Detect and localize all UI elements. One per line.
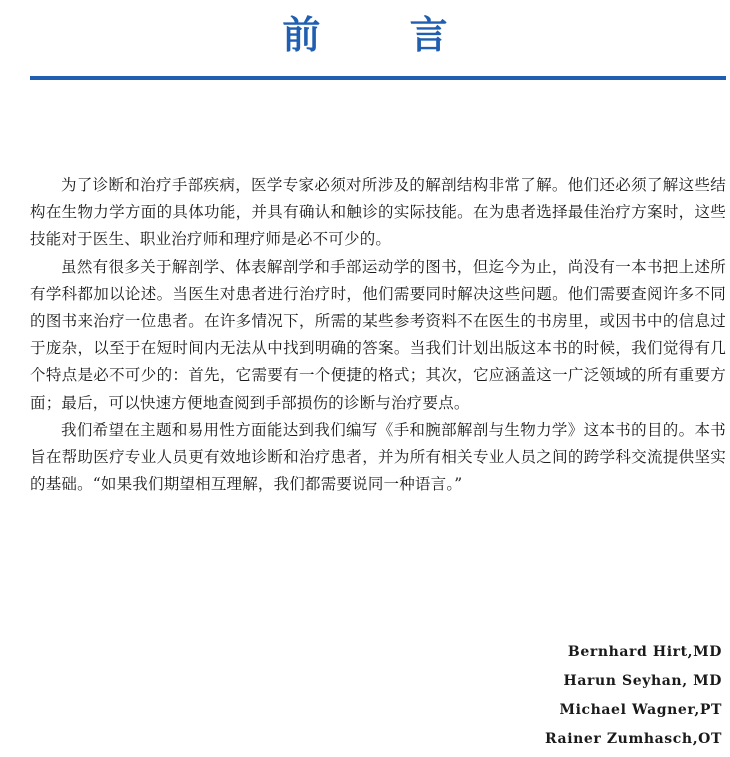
page-title: 前 言 <box>282 13 486 57</box>
signature-author-4: Rainer Zumhasch,OT <box>544 731 722 747</box>
author-signatures <box>545 638 722 754</box>
title-divider <box>30 76 726 80</box>
paragraph-2: 虽然有很多关于解剖学、体表解剖学和手部运动学的图书，但迄今为止，尚没有一本书把上述所有学科都加以论述。当医生对患者进行治疗时，他们需要同时解决这些问题。他们需要查阅许多不同的图书来治疗一位患者。在许多情况下，所需的某些参考资料不在医生的书房里，或因书中的信息过于庞杂，以至于在短时间内无法从中找到明确的答案。当我们计划出版这本书的时候，我们觉得有几个特点是必不可少的：首先，它需要有一个便捷的格式；其次，它应涵盖这一广泛领域的所有重要方面；最后，可以快速方便地查阅到手部损伤的诊断与治疗要点。 <box>30 257 726 412</box>
paragraph-3: 我们希望在主题和易用性方面能达到我们编写《手和腕部解剖与生物力学》这本书的目的。本书旨在帮助医疗专业人员更有效地诊断和治疗患者，并为所有相关专业人员之间的跨学科交流提供坚实的基础。“如果我们期望相互理解，我们都需要说同一种语言。” <box>30 420 726 494</box>
paragraph-1: 为了诊断和治疗手部疾病，医学专家必须对所涉及的解剖结构非常了解。他们还必须了解这些结构在生物力学方面的具体功能，并具有确认和触诊的实际技能。在为患者选择最佳治疗方案时，这些技能对于医生、职业治疗师和理疗师是必不可少的。 <box>30 176 726 249</box>
signature-author-1: Bernhard Hirt,MD <box>567 644 722 660</box>
signature-author-3: Michael Wagner,PT <box>559 702 722 718</box>
preface-body <box>30 172 726 498</box>
signature-author-2: Harun Seyhan, MD <box>563 673 722 689</box>
